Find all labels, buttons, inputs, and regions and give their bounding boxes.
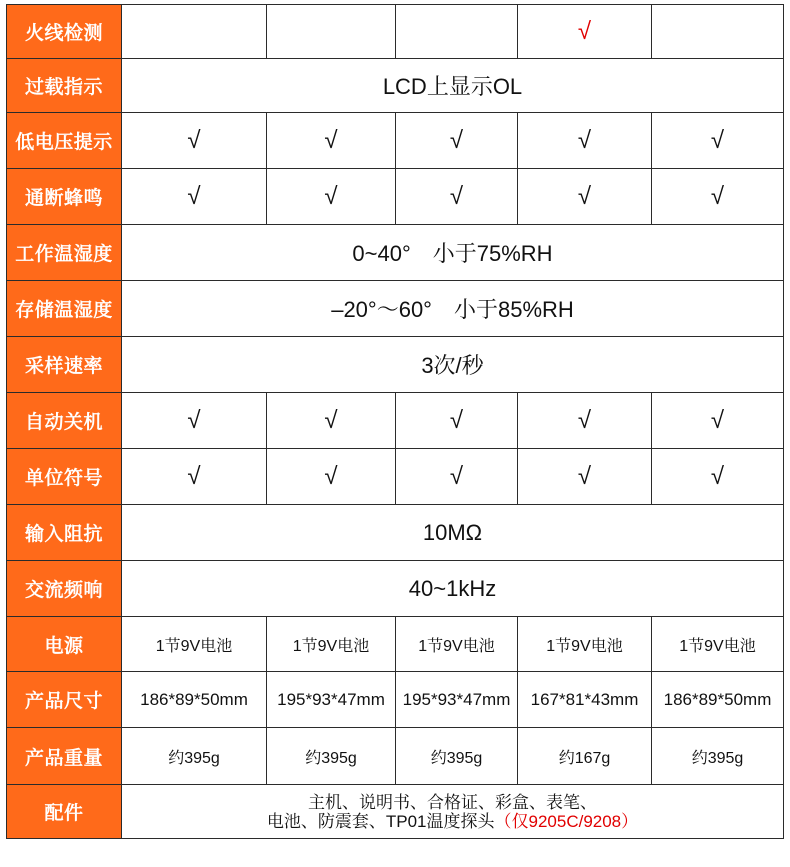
check-mark: √	[267, 169, 396, 225]
value-cell: 1节9V电池	[396, 617, 518, 672]
accessories-cell	[122, 785, 784, 839]
check-mark: √	[518, 393, 652, 449]
check-mark: √	[267, 449, 396, 505]
check-mark: √	[396, 393, 518, 449]
row-weight	[7, 728, 784, 785]
row-ac-freq	[7, 561, 784, 617]
row-label: 配件	[7, 785, 122, 839]
row-input-impedance	[7, 505, 784, 561]
value-cell: 186*89*50mm	[122, 672, 267, 728]
merged-value: 40~1kHz	[122, 561, 784, 617]
value-cell: 195*93*47mm	[267, 672, 396, 728]
value-cell: 1节9V电池	[652, 617, 784, 672]
value-cell: 约395g	[652, 728, 784, 785]
spec-table	[6, 4, 784, 839]
value-cell: 约167g	[518, 728, 652, 785]
row-label: 通断蜂鸣	[7, 169, 122, 225]
row-power	[7, 617, 784, 672]
row-label: 低电压提示	[7, 113, 122, 169]
cell	[122, 5, 267, 59]
check-mark: √	[267, 393, 396, 449]
row-label: 工作温湿度	[7, 225, 122, 281]
cell	[396, 5, 518, 59]
row-overload	[7, 59, 784, 113]
check-mark: √	[122, 449, 267, 505]
row-label: 电源	[7, 617, 122, 672]
row-label: 自动关机	[7, 393, 122, 449]
accessories-model-note: （仅9205C/9208）	[494, 811, 639, 831]
row-size	[7, 672, 784, 728]
check-mark: √	[122, 393, 267, 449]
value-cell: 186*89*50mm	[652, 672, 784, 728]
row-label: 过载指示	[7, 59, 122, 113]
merged-value: 10MΩ	[122, 505, 784, 561]
value-cell: 1节9V电池	[518, 617, 652, 672]
merged-value: –20°～60° 小于85%RH	[122, 281, 784, 337]
row-label: 火线检测	[7, 5, 122, 59]
row-label: 采样速率	[7, 337, 122, 393]
merged-value: LCD上显示OL	[122, 59, 784, 113]
merged-value: 3次/秒	[122, 337, 784, 393]
row-label: 产品重量	[7, 728, 122, 785]
row-low-voltage	[7, 113, 784, 169]
check-mark: √	[396, 169, 518, 225]
check-mark: √	[396, 113, 518, 169]
row-storage-env	[7, 281, 784, 337]
check-mark: √	[652, 113, 784, 169]
cell	[652, 5, 784, 59]
value-cell: 约395g	[267, 728, 396, 785]
check-mark: √	[652, 449, 784, 505]
check-mark: √	[122, 169, 267, 225]
row-label: 单位符号	[7, 449, 122, 505]
row-auto-off	[7, 393, 784, 449]
row-label: 输入阻抗	[7, 505, 122, 561]
value-cell: 195*93*47mm	[396, 672, 518, 728]
row-working-env	[7, 225, 784, 281]
value-cell: 167*81*43mm	[518, 672, 652, 728]
accessories-line-1: 主机、说明书、合格证、彩盒、表笔、	[308, 792, 597, 812]
row-continuity	[7, 169, 784, 225]
row-label: 交流频响	[7, 561, 122, 617]
accessories-line-2	[122, 812, 783, 831]
row-unit-symbol	[7, 449, 784, 505]
check-mark: √	[518, 5, 652, 59]
value-cell: 1节9V电池	[122, 617, 267, 672]
accessories-line-2-text: 电池、防震套、TP01温度探头	[266, 811, 495, 831]
merged-value: 0~40° 小于75%RH	[122, 225, 784, 281]
check-mark: √	[267, 113, 396, 169]
value-cell: 约395g	[122, 728, 267, 785]
check-mark: √	[518, 169, 652, 225]
value-cell: 1节9V电池	[267, 617, 396, 672]
check-mark: √	[652, 169, 784, 225]
row-live-wire	[7, 5, 784, 59]
row-accessories	[7, 785, 784, 839]
row-sample-rate	[7, 337, 784, 393]
value-cell: 约395g	[396, 728, 518, 785]
check-mark: √	[122, 113, 267, 169]
cell	[267, 5, 396, 59]
check-mark: √	[396, 449, 518, 505]
check-mark: √	[518, 113, 652, 169]
check-mark: √	[518, 449, 652, 505]
row-label: 产品尺寸	[7, 672, 122, 728]
check-mark: √	[652, 393, 784, 449]
row-label: 存储温湿度	[7, 281, 122, 337]
